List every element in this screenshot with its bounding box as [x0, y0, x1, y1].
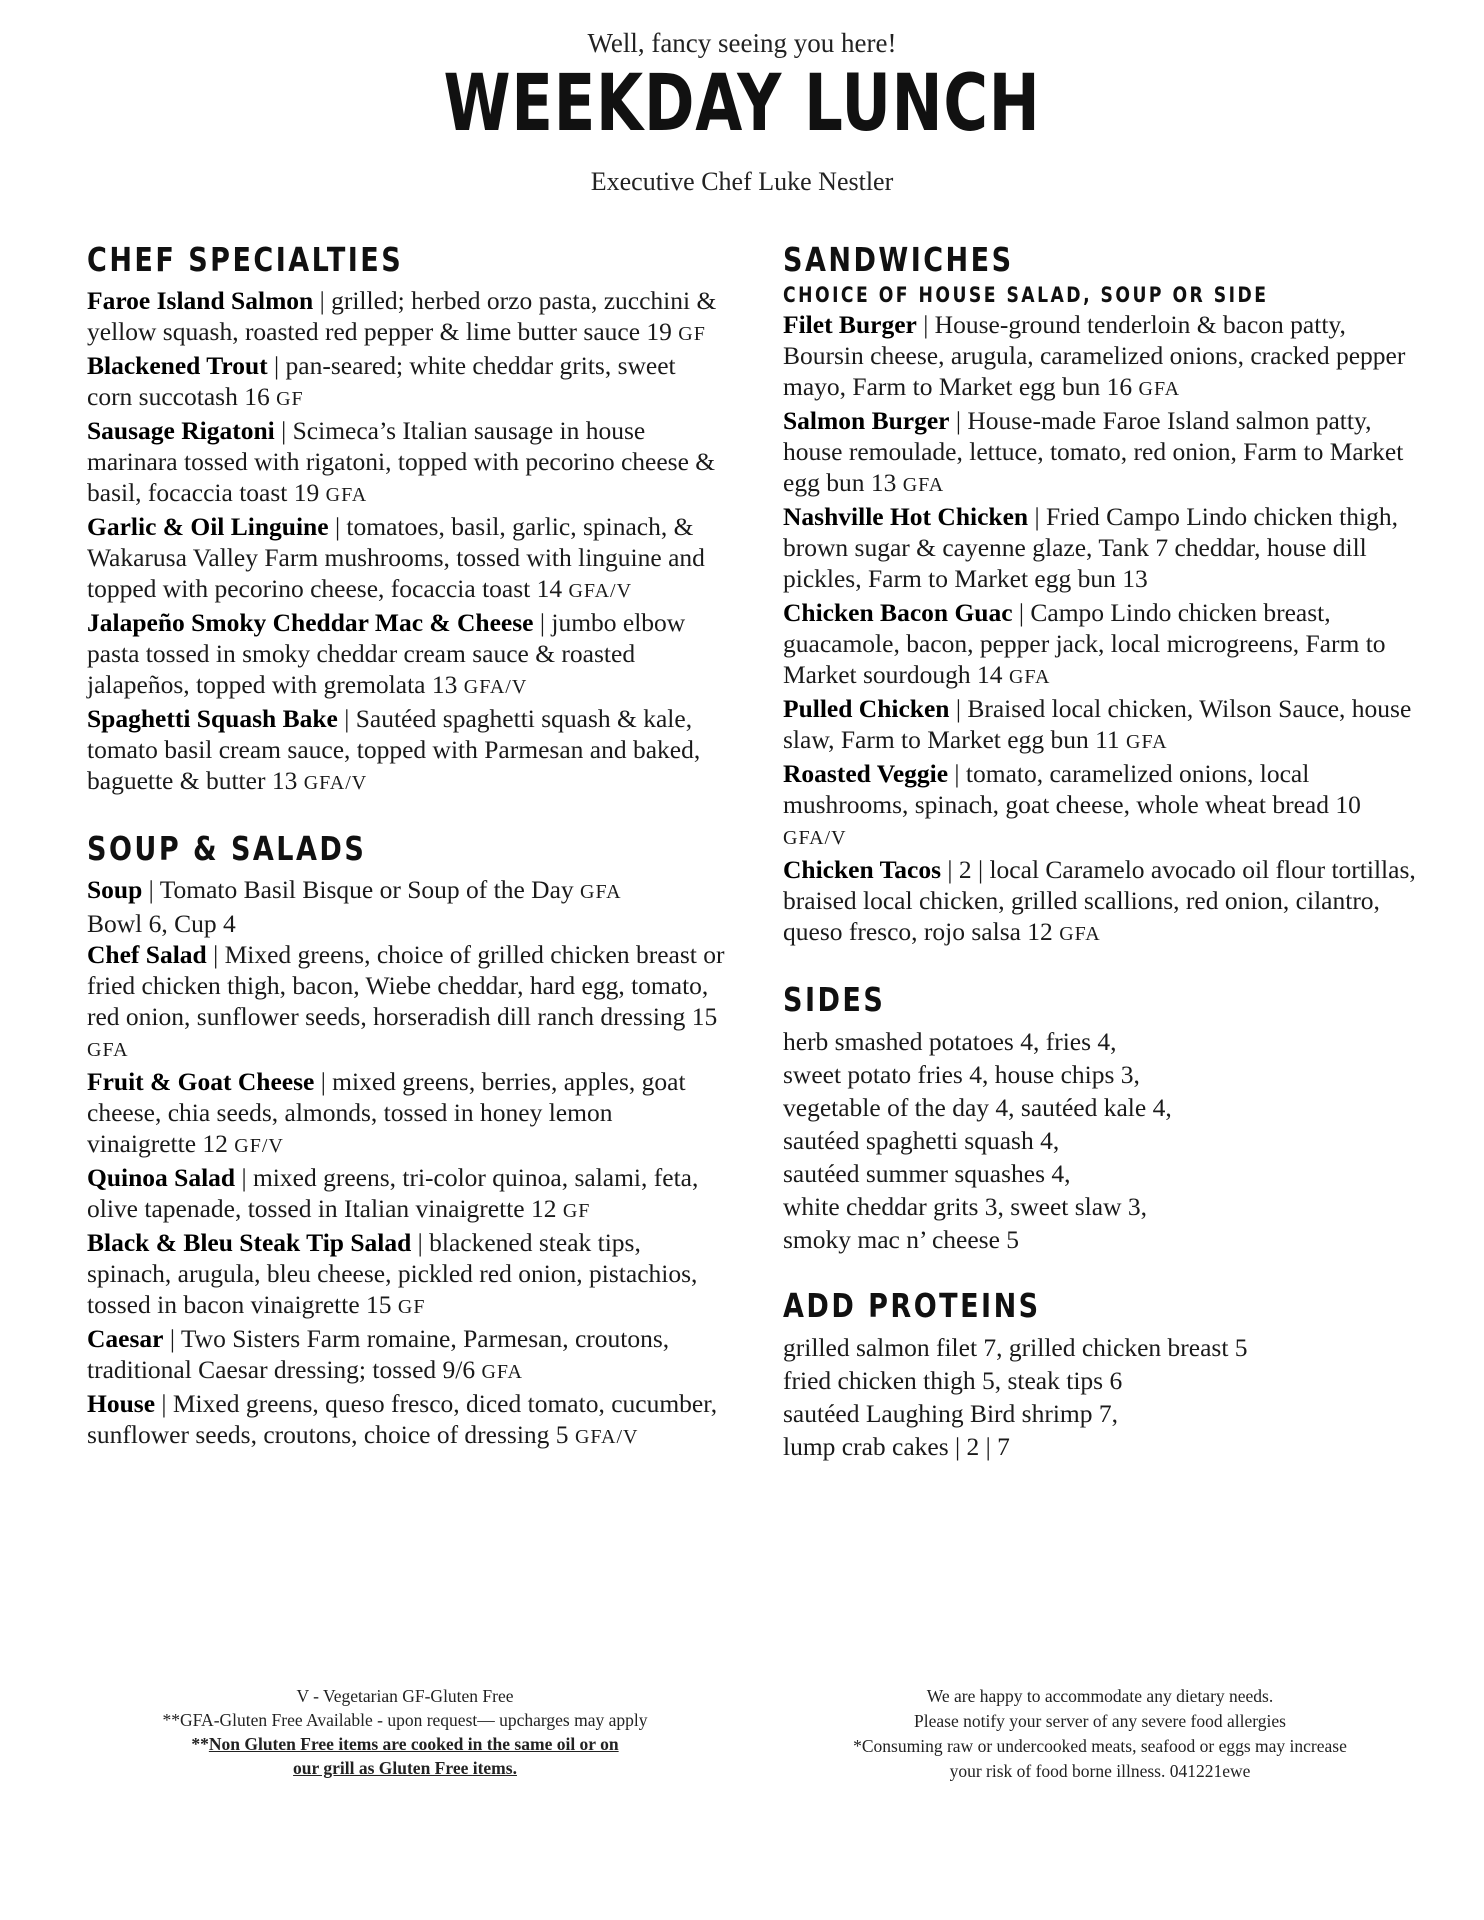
- item-desc: | tomatoes, basil, garlic, spinach, & Wakarusa Valley Farm mushrooms, tossed with linguine and topped with pecorino cheese, focaccia toast 14: [87, 512, 705, 603]
- soup-salads-section: [87, 829, 727, 1453]
- section-subheading: CHOICE OF HOUSE SALAD, SOUP OR SIDE: [783, 283, 1269, 307]
- side-line: sweet potato fries 4, house chips 3,: [783, 1060, 1140, 1089]
- diet-tag: GFA: [902, 474, 945, 496]
- menu-item: [87, 874, 727, 939]
- menu-item: [87, 415, 727, 511]
- item-name: Roasted Veggie: [783, 759, 949, 788]
- diet-tag: GF: [562, 1200, 591, 1222]
- gluten-warning-cont: [90, 1756, 720, 1780]
- item-name: Spaghetti Squash Bake: [87, 704, 338, 733]
- section-heading: CHEF SPECIALTIES: [87, 240, 404, 279]
- menu-item: [783, 693, 1423, 758]
- menu-item: [87, 1227, 727, 1323]
- side-line: vegetable of the day 4, sautéed kale 4,: [783, 1093, 1172, 1122]
- protein-line: grilled salmon filet 7, grilled chicken breast 5: [783, 1333, 1248, 1362]
- side-line: sautéed summer squashes 4,: [783, 1159, 1071, 1188]
- menu-item: [87, 939, 727, 1066]
- side-line: herb smashed potatoes 4, fries 4,: [783, 1027, 1117, 1056]
- item-desc: | grilled; herbed orzo pasta, zucchini & yellow squash, roasted red pepper & lime butter sauce 19: [87, 286, 717, 346]
- item-name: Chicken Tacos: [783, 855, 942, 884]
- side-line: white cheddar grits 3, sweet slaw 3,: [783, 1192, 1147, 1221]
- menu-header: [0, 28, 1484, 197]
- warning-text: our grill as Gluten Free items.: [293, 1758, 517, 1778]
- diet-tag: GFA: [1059, 923, 1101, 945]
- diet-tag: GFA: [1138, 378, 1181, 400]
- diet-tag: GFA/V: [574, 1426, 639, 1448]
- item-name: Salmon Burger: [783, 406, 950, 435]
- warning-text: Non Gluten Free items are cooked in the same oil or on: [208, 1734, 619, 1754]
- diet-tag: GFA/V: [303, 772, 368, 794]
- menu-item: [783, 597, 1423, 693]
- menu-item: [87, 285, 727, 350]
- item-desc: | House-made Faroe Island salmon patty, house remoulade, lettuce, tomato, red onion, Farm to Market egg bun 13: [783, 406, 1404, 497]
- diet-tag: GF/V: [234, 1135, 284, 1157]
- menu-item: [783, 854, 1423, 950]
- executive-chef: Executive Chef Luke Nestler: [590, 167, 894, 196]
- diet-tag: GF: [678, 323, 706, 345]
- left-column: [87, 240, 727, 1483]
- item-desc: | Mixed greens, queso fresco, diced tomato, cucumber, sunflower seeds, croutons, choice of dressing 5: [87, 1389, 718, 1449]
- menu-item: [783, 405, 1423, 501]
- item-desc: | mixed greens, berries, apples, goat cheese, chia seeds, almonds, tossed in honey lemon vinaigrette 12: [87, 1067, 686, 1158]
- legend-line: V - Vegetarian GF-Gluten Free: [296, 1686, 514, 1706]
- item-name: Fruit & Goat Cheese: [87, 1067, 315, 1096]
- diet-tag: GFA/V: [568, 580, 633, 602]
- item-name: Black & Bleu Steak Tip Salad: [87, 1228, 412, 1257]
- item-name: Quinoa Salad: [87, 1163, 236, 1192]
- diet-tag: GF: [276, 388, 304, 410]
- item-desc: | Campo Lindo chicken breast, guacamole, bacon, pepper jack, local microgreens, Farm to Market sourdough 14: [783, 598, 1386, 689]
- menu-title: WEEKDAY LUNCH: [443, 59, 1041, 149]
- diet-tag: GF: [397, 1296, 426, 1318]
- menu-item: [87, 1162, 727, 1227]
- menu-item: [87, 607, 727, 703]
- section-heading: SOUP & SALADS: [87, 829, 367, 868]
- notice-line: your risk of food borne illness. 041221ewe: [949, 1761, 1251, 1781]
- diet-tag: GFA: [580, 881, 622, 903]
- side-line: sautéed spaghetti squash 4,: [783, 1126, 1060, 1155]
- item-desc: | Scimeca’s Italian sausage in house marinara tossed with rigatoni, topped with pecorino cheese & basil, focaccia toast 19: [87, 416, 716, 507]
- diet-tag: GFA: [481, 1361, 523, 1383]
- item-desc: | Tomato Basil Bisque or Soup of the Day: [142, 875, 581, 904]
- item-desc: | Sautéed spaghetti squash & kale, tomato basil cream sauce, topped with Parmesan and baked, baguette & butter 13: [87, 704, 701, 795]
- item-extra: Bowl 6, Cup 4: [87, 909, 236, 938]
- dietary-legend: [90, 1684, 720, 1780]
- item-name: Nashville Hot Chicken: [783, 502, 1029, 531]
- diet-tag: GFA: [1008, 666, 1051, 688]
- item-name: Pulled Chicken: [783, 694, 950, 723]
- menu-item: [783, 758, 1423, 854]
- item-name: Blackened Trout: [87, 351, 268, 380]
- add-proteins-section: [783, 1286, 1423, 1463]
- diet-tag: GFA/V: [463, 676, 528, 698]
- protein-line: lump crab cakes | 2 | 7: [783, 1432, 1010, 1461]
- sandwiches-section: [783, 240, 1423, 950]
- allergy-notice: [780, 1684, 1420, 1784]
- item-name: Chicken Bacon Guac: [783, 598, 1013, 627]
- item-name: Soup: [87, 875, 143, 904]
- diet-tag: GFA: [325, 484, 368, 506]
- menu-item: [87, 1066, 727, 1162]
- chef-specialties-section: [87, 240, 727, 799]
- section-heading: ADD PROTEINS: [783, 1286, 1041, 1325]
- item-name: Garlic & Oil Linguine: [87, 512, 329, 541]
- section-heading: SIDES: [783, 980, 886, 1019]
- protein-line: fried chicken thigh 5, steak tips 6: [783, 1366, 1123, 1395]
- item-desc: | House-ground tenderloin & bacon patty, Boursin cheese, arugula, caramelized onions, cracked pepper mayo, Farm to Market egg bun 16: [783, 310, 1406, 401]
- item-desc: | Braised local chicken, Wilson Sauce, house slaw, Farm to Market egg bun 11: [783, 694, 1412, 754]
- section-heading: SANDWICHES: [783, 240, 1014, 279]
- item-name: House: [87, 1389, 156, 1418]
- diet-tag: GFA: [87, 1039, 129, 1061]
- menu-item: [87, 350, 727, 415]
- diet-tag: GFA: [1126, 731, 1168, 753]
- legend-line: **GFA-Gluten Free Available - upon request— upcharges may apply: [162, 1710, 648, 1730]
- menu-item: [783, 309, 1423, 405]
- item-name: Sausage Rigatoni: [87, 416, 275, 445]
- menu-item: [87, 1323, 727, 1388]
- menu-item: [783, 501, 1423, 597]
- item-desc: | pan-seared; white cheddar grits, sweet corn succotash 16: [87, 351, 676, 411]
- gluten-warning: [90, 1732, 720, 1756]
- item-name: Chef Salad: [87, 940, 207, 969]
- item-desc: | tomato, caramelized onions, local mushrooms, spinach, goat cheese, whole wheat bread 10: [783, 759, 1361, 819]
- right-column: [783, 240, 1423, 1493]
- item-desc: | 2 | local Caramelo avocado oil flour tortillas, braised local chicken, grilled scallions, red onion, cilantro, queso fresco, rojo salsa 12: [783, 855, 1416, 946]
- notice-line: Please notify your server of any severe food allergies: [914, 1711, 1286, 1731]
- warning-prefix: **: [191, 1734, 209, 1754]
- notice-line: We are happy to accommodate any dietary needs.: [926, 1686, 1274, 1706]
- item-name: Caesar: [87, 1324, 164, 1353]
- menu-item: [87, 511, 727, 607]
- item-desc: | blackened steak tips, spinach, arugula, bleu cheese, pickled red onion, pistachios, tossed in bacon vinaigrette 15: [87, 1228, 698, 1319]
- item-name: Filet Burger: [783, 310, 917, 339]
- notice-line: *Consuming raw or undercooked meats, seafood or eggs may increase: [853, 1736, 1347, 1756]
- item-name: Jalapeño Smoky Cheddar Mac & Cheese: [87, 608, 534, 637]
- item-name: Faroe Island Salmon: [87, 286, 314, 315]
- menu-item: [87, 1388, 727, 1453]
- item-desc: | mixed greens, tri-color quinoa, salami, feta, olive tapenade, tossed in Italian vinaigrette 12: [87, 1163, 699, 1223]
- tagline: Well, fancy seeing you here!: [587, 28, 897, 58]
- protein-line: sautéed Laughing Bird shrimp 7,: [783, 1399, 1118, 1428]
- item-desc: | Fried Campo Lindo chicken thigh, brown sugar & cayenne glaze, Tank 7 cheddar, house dill pickles, Farm to Market egg bun 13: [783, 502, 1398, 593]
- side-line: smoky mac n’ cheese 5: [783, 1225, 1020, 1254]
- sides-section: [783, 980, 1423, 1256]
- item-desc: | Mixed greens, choice of grilled chicken breast or fried chicken thigh, bacon, Wiebe cheddar, hard egg, tomato, red onion, sunflower seeds, horseradish dill ranch dressing 15: [87, 940, 725, 1031]
- diet-tag: GFA/V: [783, 827, 847, 849]
- menu-item: [87, 703, 727, 799]
- item-desc: | Two Sisters Farm romaine, Parmesan, croutons, traditional Caesar dressing; tossed 9/6: [87, 1324, 670, 1384]
- item-desc: | jumbo elbow pasta tossed in smoky cheddar cream sauce & roasted jalapeños, topped with gremolata 13: [87, 608, 686, 699]
